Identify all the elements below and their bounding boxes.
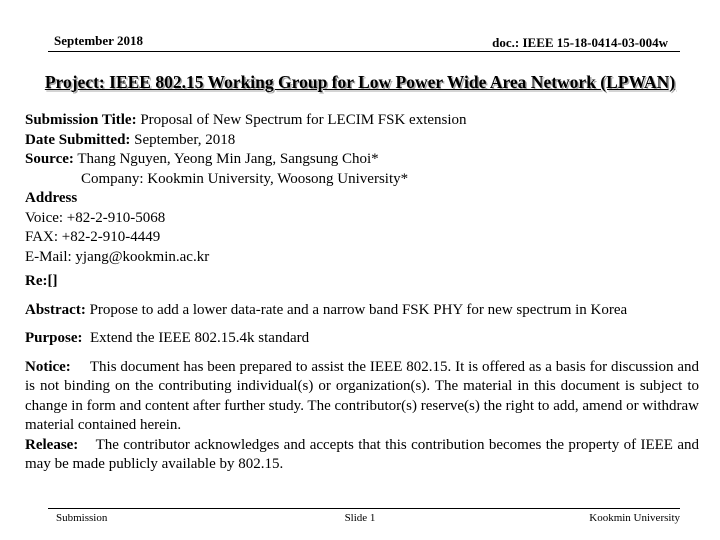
release-value: The contributor acknowledges and accepts that this contribution becomes the property of IEEE and may be made publicly available by 802.15.: [25, 436, 699, 472]
submission-title-label: Submission Title:: [25, 112, 137, 128]
footer-rule: [48, 508, 680, 509]
re-label: Re:[]: [25, 273, 58, 289]
voice-line: Voice: +82-2-910-5068: [25, 209, 166, 226]
footer-organization: Kookmin University: [589, 512, 680, 524]
footer-submission: Submission: [56, 512, 108, 524]
submission-title-line: [25, 111, 699, 131]
submission-title-value: Proposal of New Spectrum for LECIM FSK extension: [140, 112, 467, 128]
purpose-value: Extend the IEEE 802.15.4k standard: [90, 330, 310, 346]
source-value: Thang Nguyen, Yeong Min Jang, Sangsung Choi*: [77, 151, 379, 167]
header-doc-id: doc.: IEEE 15-18-0414-03-004w: [492, 35, 668, 50]
fax-line: FAX: +82-2-910-4449: [25, 229, 161, 245]
release-label: Release:: [25, 436, 79, 453]
footer-slide-number: Slide 1: [344, 512, 376, 524]
header-rule: [48, 51, 680, 52]
email-line: E-Mail: yjang@kookmin.ac.kr: [25, 248, 210, 265]
abstract-value: Propose to add a lower data-rate and a narrow band FSK PHY for new spectrum in Korea: [89, 301, 628, 318]
notice-label: Notice:: [25, 358, 71, 375]
page-title: Project: IEEE 802.15 Working Group for Low Power Wide Area Network (LPWAN): [44, 72, 676, 92]
notice-value: This document has been prepared to assist the IEEE 802.15. It is offered as a basis for discussion and is not binding on the contributing individual(s) or organization(s). The material in this document is subject to change in form and content after further study. The contributor(s) reserve(s) the right to add, amend or withdraw material contained herein.: [25, 358, 700, 433]
date-submitted-value: September, 2018: [134, 131, 236, 148]
purpose-label: Purpose:: [25, 330, 83, 346]
notice-paragraph: [25, 358, 699, 436]
address-label: Address: [25, 190, 78, 206]
address-line: [25, 189, 699, 209]
header-date: September 2018: [54, 33, 143, 48]
purpose-line: [25, 329, 699, 349]
source-label: Source:: [25, 151, 74, 167]
document-body: [25, 111, 699, 475]
release-paragraph: [25, 436, 699, 475]
re-line: [25, 272, 699, 292]
source-line: [25, 150, 699, 170]
abstract-label: Abstract:: [25, 301, 86, 318]
date-submitted-label: Date Submitted:: [25, 131, 131, 148]
company-line: Company: Kookmin University, Woosong University*: [81, 170, 409, 187]
date-submitted-line: [25, 131, 699, 151]
abstract-line: [25, 301, 699, 321]
